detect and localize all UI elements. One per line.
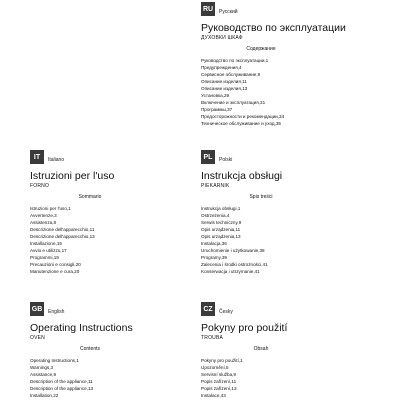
language-header [201,150,381,164]
manual-title: Operating Instructions [30,322,133,334]
language-name: Русский [219,9,238,15]
toc-item: Техническое обслуживание и уход,35 [201,121,281,126]
appliance-name: PIEKARNIK [201,183,230,189]
toc-item: Avvertenze,3 [30,213,57,218]
appliance-name: FORNO [30,183,50,189]
language-badge: PL [201,150,215,164]
section-gb [30,302,210,399]
toc-item: Assistance,9 [30,372,57,377]
toc-item: Description of the appliance,13 [30,386,94,391]
toc-item: Предосторожности и рекомендации,34 [201,114,285,119]
section-ru [201,2,381,127]
language-badge: RU [201,2,215,16]
appliance-name: OVEN [30,335,45,341]
manual-title: Instrukcja obsługi [201,170,283,182]
language-name: Italiano [48,157,65,163]
toc-item: Предупреждения,4 [201,65,242,70]
toc-item: Programmi,19 [30,255,59,260]
toc-item: Opis urządzenia,13 [201,234,241,239]
contents-heading: Содержание [246,46,276,52]
contents-heading: Contents [79,346,100,352]
manual-title: Pokyny pro použití [201,322,288,334]
toc-item: Description of the appliance,11 [30,379,93,384]
toc-item: Precauzioni e consigli,20 [30,262,81,267]
toc-item: Operating Instructions,1 [30,358,79,363]
toc-item: Upozornění,5 [201,365,229,370]
language-header [201,302,381,316]
toc-item: Installation,22 [30,393,59,398]
toc-item: Serwis techniczny,9 [201,220,242,225]
contents-heading: Sommario [78,194,102,200]
language-badge: GB [30,302,44,316]
toc-item: Установка,29 [201,93,230,98]
toc-item: Zalecenia i środki ostrożności,41 [201,262,268,267]
toc-item: Istruzioni per l'uso,1 [30,206,71,211]
appliance-name: TROUBA [201,335,224,341]
toc-item: Manutenzione e cura,20 [30,269,80,274]
appliance-name: ДУХОВКИ ШКАФ [201,35,243,41]
toc-item: Installazione,15 [30,241,62,246]
language-header [30,302,210,316]
toc-item: Pokyny pro použití,1 [201,358,243,363]
table-of-contents [201,205,381,275]
toc-item: Konserwacja i utrzymanie,41 [201,269,260,274]
toc-item: Instalace,43 [201,393,226,398]
toc-item: Программы,37 [201,107,233,112]
toc-item: Servisní služba,9 [201,372,236,377]
language-name: Polski [219,157,233,163]
section-pl [201,150,381,275]
toc-item: Instrukcja obsługi,1 [201,206,241,211]
toc-item: Programy,39 [201,255,227,260]
manual-title: Руководство по эксплуатации [201,22,346,34]
toc-item: Assistenza,8 [30,220,57,225]
toc-item: Instalacja,36 [201,241,227,246]
toc-item: Descrizione dell'apparecchio,11 [30,227,95,232]
language-badge: CZ [201,302,215,316]
toc-item: Descrizione dell'apparecchio,13 [30,234,95,239]
toc-item: Описание изделия,11 [201,79,247,84]
section-cz [201,302,381,399]
toc-item: Включение и эксплуатация,31 [201,100,266,105]
toc-item: Руководство по эксплуатации,1 [201,58,269,63]
table-of-contents [201,357,381,399]
contents-heading: Spis treści [249,194,273,200]
toc-item: Popis zařízení,11 [201,379,237,384]
toc-item: Popis zařízení,13 [201,386,237,391]
toc-item: Avvio e utilizzo,17 [30,248,67,253]
toc-item: Opis urządzenia,11 [201,227,241,232]
toc-item: Описание изделия,13 [201,86,248,91]
language-header [30,150,210,164]
toc-item: Ostrzeżenia,4 [201,213,230,218]
table-of-contents [201,57,381,127]
contents-heading: Obsah [253,346,269,352]
language-badge: IT [30,150,44,164]
toc-item: Warnings,3 [30,365,54,370]
toc-item: Uruchomienie i użytkowanie,38 [201,248,265,253]
table-of-contents [30,357,210,399]
language-name: English [48,309,65,315]
language-header [201,2,381,16]
section-it [30,150,210,275]
toc-item: Сервисное обслуживание,9 [201,72,261,77]
language-name: Česky [219,309,233,315]
table-of-contents [30,205,210,275]
manual-title: Istruzioni per l'uso [30,170,115,182]
